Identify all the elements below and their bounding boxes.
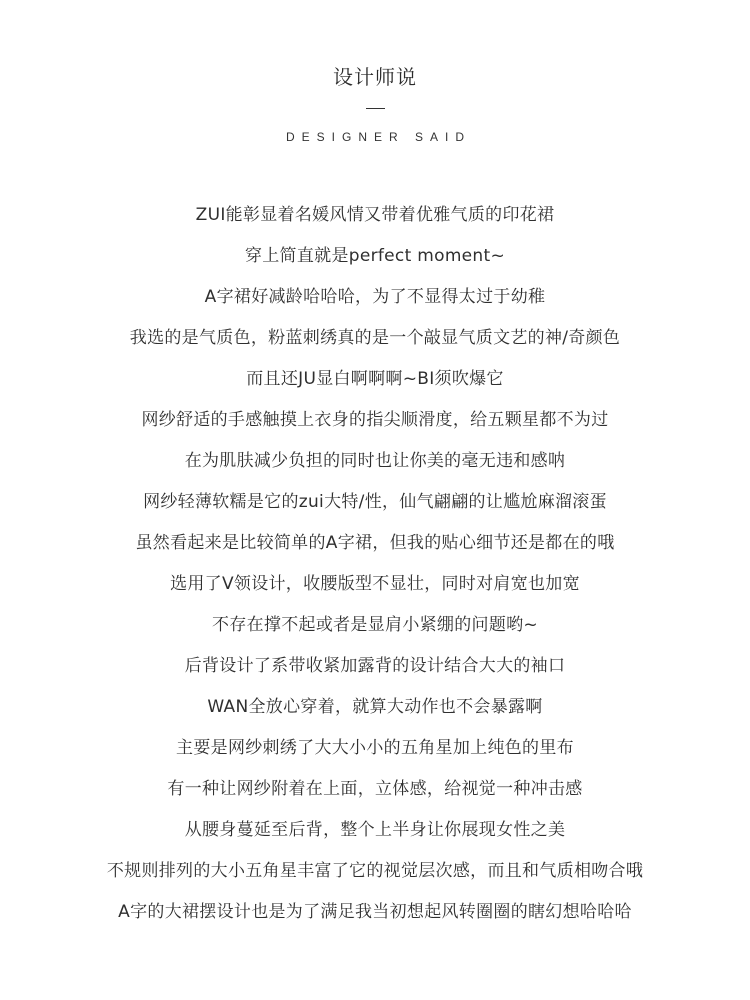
statement-line: 穿上简直就是perfect moment~ — [244, 246, 506, 266]
statement-line: 后背设计了系带收紧加露背的设计结合大大的袖口 — [184, 656, 566, 676]
statement-line: A字裙好减龄哈哈哈，为了不显得太过于幼稚 — [204, 287, 546, 307]
page-title: 设计师说 — [333, 65, 417, 89]
statement-line: 而且还JU显白啊啊啊~BI须吹爆它 — [246, 369, 504, 389]
designer-statement — [0, 199, 750, 937]
title-divider — [366, 108, 385, 109]
statement-line: 我选的是气质色，粉蓝刺绣真的是一个敲显气质文艺的神/奇颜色 — [129, 328, 621, 348]
statement-line: 不存在撑不起或者是显肩小紧绷的问题哟~ — [212, 615, 538, 635]
statement-line: 在为肌肤减少负担的同时也让你美的毫无违和感呐 — [184, 451, 566, 471]
statement-line: 虽然看起来是比较简单的A字裙，但我的贴心细节还是都在的哦 — [135, 533, 615, 553]
statement-line: 选用了V领设计，收腰版型不显壮，同时对肩宽也加宽 — [170, 574, 580, 594]
statement-line: 不规则排列的大小五角星丰富了它的视觉层次感，而且和气质相吻合哦 — [106, 861, 644, 881]
page-subtitle: DESIGNER SAID — [285, 130, 472, 144]
statement-line: 从腰身蔓延至后背，整个上半身让你展现女性之美 — [184, 820, 566, 840]
statement-line: ZUI能彰显着名媛风情又带着优雅气质的印花裙 — [195, 205, 555, 225]
statement-line: A字的大裙摆设计也是为了满足我当初想起风转圈圈的瞎幻想哈哈哈 — [118, 902, 632, 922]
statement-line: 网纱舒适的手感触摸上衣身的指尖顺滑度，给五颗星都不为过 — [141, 410, 609, 430]
statement-line: 网纱轻薄软糯是它的zui大特/性，仙气翩翩的让尴尬麻溜滚蛋 — [143, 492, 607, 512]
statement-line: WAN全放心穿着，就算大动作也不会暴露啊 — [207, 697, 543, 717]
statement-line: 主要是网纱刺绣了大大小小的五角星加上纯色的里布 — [176, 738, 574, 758]
statement-line: 有一种让网纱附着在上面，立体感，给视觉一种冲击感 — [167, 779, 583, 799]
